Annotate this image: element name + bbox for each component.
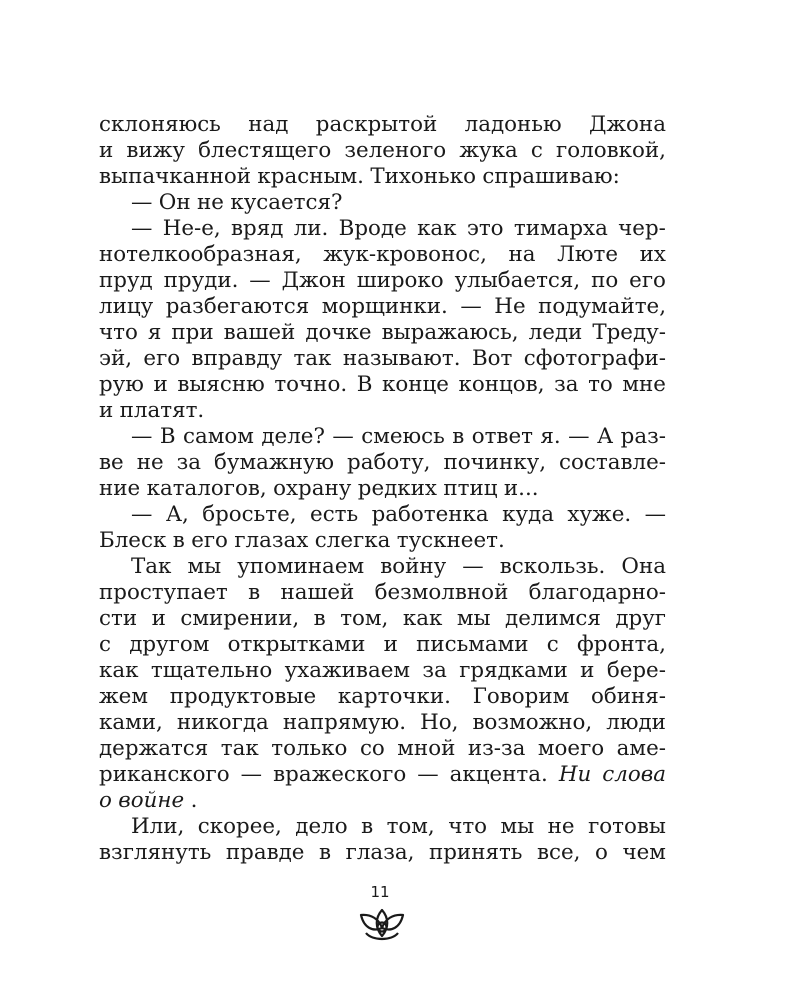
word: аме- (616, 736, 666, 761)
word: чер- (618, 216, 666, 241)
word: — (332, 424, 354, 449)
word: благодарно- (528, 580, 666, 605)
word: другом (129, 632, 210, 657)
word: — (568, 424, 590, 449)
word: Люте (557, 242, 619, 267)
text-line (99, 814, 666, 840)
word: мы (456, 606, 491, 631)
word: и (580, 658, 595, 683)
word: самом (183, 424, 254, 449)
word: склоняюсь (99, 112, 221, 137)
word: над (248, 112, 289, 137)
word: его (629, 268, 666, 293)
word: грядками (459, 658, 568, 683)
word: жук-кровонос, (323, 242, 487, 267)
word: бумажную (214, 450, 335, 475)
text-line (99, 294, 666, 320)
word: напрямую. (282, 710, 406, 735)
word: о (595, 840, 608, 865)
word: тускнеет. (396, 528, 505, 553)
word: морщинки. (321, 294, 448, 319)
word: его (191, 528, 228, 553)
word: том, (340, 606, 389, 631)
word: бросьте, (202, 502, 297, 527)
text-line (99, 424, 666, 450)
word: тщательно (150, 658, 273, 683)
word: что (448, 814, 488, 839)
word: по (591, 268, 619, 293)
word: за (176, 450, 202, 475)
word: из-за (467, 736, 526, 761)
word: починку, (443, 450, 547, 475)
word: подумайте, (538, 294, 666, 319)
word: точно. (274, 372, 348, 397)
word: пруд (99, 268, 153, 293)
word: улыбается, (454, 268, 581, 293)
text-line (99, 346, 666, 372)
word: конце (382, 372, 449, 397)
text-line (99, 320, 666, 346)
word: и (99, 398, 114, 423)
word: головкой, (556, 138, 666, 163)
word: мной (397, 736, 456, 761)
word: со (359, 736, 385, 761)
word: — (462, 554, 484, 579)
word: так (220, 736, 259, 761)
word: А, (165, 502, 189, 527)
word: как (402, 606, 443, 631)
word: разбегаются (165, 294, 310, 319)
word: слова (602, 762, 666, 787)
word: не (197, 190, 224, 215)
word: работенка (371, 502, 489, 527)
word: сфотографи- (523, 346, 666, 371)
word: работу, (347, 450, 431, 475)
word: куда (502, 502, 554, 527)
text-line (99, 476, 666, 502)
word: на (508, 242, 536, 267)
word: красным. (257, 164, 364, 189)
word: зеленого (344, 138, 447, 163)
word: правде (225, 840, 305, 865)
text-line (99, 502, 666, 528)
word: Не-е, (162, 216, 221, 241)
text-line (99, 788, 666, 814)
word: концов, (458, 372, 545, 397)
text-line (99, 138, 666, 164)
word: ками, (99, 710, 163, 735)
word: акцента. (449, 762, 548, 787)
text-line (99, 216, 666, 242)
text-line (99, 164, 666, 190)
word: выражаюсь, (381, 320, 519, 345)
word: смирении, (180, 606, 300, 631)
word: люди (606, 710, 666, 735)
word: ве (99, 450, 124, 475)
word: ладонью (464, 112, 562, 137)
word: его (143, 346, 181, 371)
word: и (151, 606, 166, 631)
word: вражеского (273, 762, 407, 787)
word: Блеск (99, 528, 167, 553)
word: о (99, 788, 112, 813)
word: и... (503, 476, 539, 501)
word: вскользь. (499, 554, 606, 579)
word: моего (537, 736, 605, 761)
word: взглянуть (99, 840, 212, 865)
word: Джона (588, 112, 666, 137)
word: обиня- (591, 684, 666, 709)
word: мне (622, 372, 666, 397)
text-line (99, 242, 666, 268)
word: деле? (261, 424, 325, 449)
word: дочке (305, 320, 372, 345)
word: раскрытой (315, 112, 438, 137)
text-line (99, 684, 666, 710)
word: мы (187, 554, 222, 579)
word: бере- (606, 658, 666, 683)
word: жука (459, 138, 518, 163)
word: вижу (126, 138, 185, 163)
text-line (99, 632, 666, 658)
word: Он (158, 190, 191, 215)
word: спрашиваю: (482, 164, 620, 189)
word: я (147, 320, 162, 345)
word: только (271, 736, 348, 761)
word: что (99, 320, 138, 345)
word: с (99, 632, 111, 657)
word: упоминаем (237, 554, 365, 579)
word: дело (295, 814, 348, 839)
word: жем (99, 684, 148, 709)
word: вашей (223, 320, 296, 345)
word: широко (356, 268, 444, 293)
word: Или, (131, 814, 185, 839)
text-line (99, 528, 666, 554)
word: леди (528, 320, 583, 345)
word: безмолвной (374, 580, 509, 605)
word: редких (357, 476, 437, 501)
word: Не (494, 294, 526, 319)
word: — (131, 190, 153, 215)
word: в (248, 580, 261, 605)
word: все, (537, 840, 581, 865)
word: и (153, 372, 168, 397)
word: в (452, 424, 465, 449)
word: птиц (443, 476, 498, 501)
word: проступает (99, 580, 228, 605)
word: ние (99, 476, 141, 501)
text-line (99, 398, 666, 424)
word: рую (99, 372, 144, 397)
word: нашей (280, 580, 355, 605)
word: . (190, 788, 198, 813)
text-line (99, 658, 666, 684)
word: за (554, 372, 579, 397)
word: — (249, 268, 271, 293)
word: — (131, 424, 153, 449)
word: глазах (234, 528, 309, 553)
word: принять (428, 840, 523, 865)
word: Так (131, 554, 172, 579)
word: кусается? (230, 190, 343, 215)
word: есть (310, 502, 359, 527)
word: не (136, 450, 164, 475)
word: В (356, 372, 373, 397)
word: А (597, 424, 614, 449)
word: с (530, 138, 543, 163)
word: и (383, 632, 398, 657)
word: не (547, 814, 575, 839)
word: — (460, 294, 482, 319)
body-text (99, 112, 666, 866)
word: в (361, 814, 374, 839)
word: открытками (227, 632, 366, 657)
word: чем (622, 840, 666, 865)
text-line (99, 606, 666, 632)
word: Ни (558, 762, 592, 787)
text-line (99, 840, 666, 866)
word: как (99, 658, 139, 683)
word: выясню (177, 372, 265, 397)
text-line (99, 372, 666, 398)
word: охрану (273, 476, 352, 501)
word: карточки. (337, 684, 451, 709)
word: за (422, 658, 447, 683)
word: никогда (176, 710, 269, 735)
word: войну (380, 554, 447, 579)
word: готовы (588, 814, 666, 839)
word: вряд (230, 216, 284, 241)
word: фронта, (577, 632, 666, 657)
word: В (159, 424, 176, 449)
word: так (293, 346, 332, 371)
word: друг (615, 606, 666, 631)
word: составле- (559, 450, 666, 475)
word: глаза, (345, 840, 415, 865)
word: держатся (99, 736, 209, 761)
word: Тихонько (370, 164, 476, 189)
text-line (99, 762, 666, 788)
text-line (99, 736, 666, 762)
word: Джон (281, 268, 346, 293)
word: — (131, 216, 153, 241)
word: войне (118, 788, 185, 813)
word: это (466, 216, 504, 241)
word: эй, (99, 346, 133, 371)
word: Треду- (592, 320, 666, 345)
text-line (99, 580, 666, 606)
word: ухаживаем (284, 658, 411, 683)
word: нотелкообразная, (99, 242, 302, 267)
page-number: 11 (370, 883, 390, 901)
text-line (99, 190, 666, 216)
word: Вроде (338, 216, 407, 241)
word: раз- (620, 424, 666, 449)
word: в (319, 840, 332, 865)
word: в (313, 606, 326, 631)
word: и (99, 138, 114, 163)
word: том, (386, 814, 435, 839)
word: скорее, (197, 814, 282, 839)
word: письмами (416, 632, 529, 657)
word: при (171, 320, 214, 345)
word: в (172, 528, 185, 553)
word: риканского (99, 762, 230, 787)
word: каталогов, (146, 476, 267, 501)
word: Она (621, 554, 666, 579)
word: — (131, 502, 153, 527)
word: Говорим (472, 684, 570, 709)
word: блестящего (198, 138, 332, 163)
word: Но, (420, 710, 459, 735)
word: я. (540, 424, 561, 449)
text-line (99, 710, 666, 736)
word: платят. (119, 398, 205, 423)
triquetra-icon (358, 906, 406, 946)
word: сти (99, 606, 138, 631)
word: возможно, (472, 710, 593, 735)
word: продуктовые (169, 684, 317, 709)
text-line (99, 112, 666, 138)
word: как (417, 216, 457, 241)
word: Вот (471, 346, 513, 371)
word: хуже. (567, 502, 632, 527)
word: ли. (293, 216, 329, 241)
word: — (644, 502, 666, 527)
word: смеюсь (361, 424, 445, 449)
word: вправду (191, 346, 283, 371)
word: — (240, 762, 263, 787)
word: с (546, 632, 559, 657)
word: то (588, 372, 613, 397)
word: лицу (99, 294, 154, 319)
text-line (99, 554, 666, 580)
word: выпачканной (99, 164, 251, 189)
text-line (99, 450, 666, 476)
word: делимся (505, 606, 601, 631)
word: называют. (342, 346, 461, 371)
word: мы (500, 814, 535, 839)
word: их (639, 242, 666, 267)
word: ответ (471, 424, 533, 449)
word: слегка (314, 528, 391, 553)
word: — (417, 762, 439, 787)
word: тимарха (513, 216, 608, 241)
text-line (99, 268, 666, 294)
word: пруди. (163, 268, 239, 293)
